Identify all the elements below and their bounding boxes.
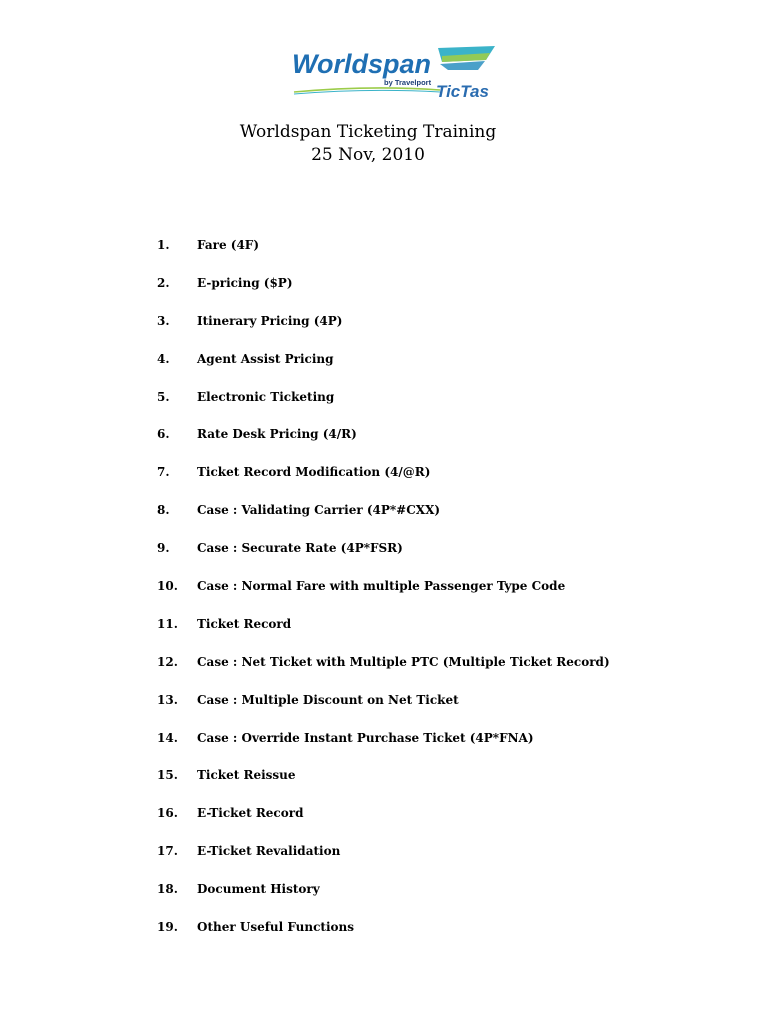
toc-item-number: 6.	[157, 427, 170, 442]
logo-graphic	[290, 40, 500, 102]
toc-item-label: Case : Net Ticket with Multiple PTC (Multiple Ticket Record)	[197, 654, 610, 669]
toc-item-number: 4.	[157, 351, 170, 366]
toc-item	[0, 309, 768, 347]
toc-item-label: Rate Desk Pricing (4/R)	[197, 427, 357, 442]
toc-item-number: 1.	[157, 238, 170, 252]
toc-item-number: 18.	[157, 882, 178, 897]
toc-item	[0, 536, 768, 574]
toc-item-label: Ticket Record	[197, 616, 292, 631]
table-of-contents	[0, 233, 768, 953]
toc-item-number: 5.	[157, 389, 170, 404]
document-header	[0, 121, 736, 167]
worldspan-tictas-logo	[290, 40, 500, 102]
toc-item-number: 17.	[157, 844, 178, 859]
toc-item	[0, 839, 768, 877]
toc-item-label: Case : Securate Rate (4P*FSR)	[197, 541, 403, 556]
toc-item	[0, 763, 768, 801]
toc-item-label: E-Ticket Record	[197, 806, 304, 821]
logo-partner-text: TicTas	[436, 82, 489, 101]
toc-item	[0, 801, 768, 839]
toc-item	[0, 422, 768, 460]
toc-item-label: Fare (4F)	[197, 238, 259, 252]
toc-item-number: 15.	[157, 768, 178, 783]
toc-item	[0, 271, 768, 309]
toc-item-number: 16.	[157, 806, 178, 821]
toc-item-label: E-pricing ($P)	[197, 275, 293, 290]
toc-item	[0, 385, 768, 423]
toc-item-label: Itinerary Pricing (4P)	[197, 313, 343, 328]
toc-item-number: 3.	[157, 313, 170, 328]
toc-item-label: Case : Multiple Discount on Net Ticket	[197, 692, 459, 707]
toc-item-label: Other Useful Functions	[197, 920, 354, 935]
toc-item-number: 9.	[157, 541, 170, 556]
document-date: 25 Nov, 2010	[311, 145, 425, 165]
logo-tagline-text: by Travelport	[384, 78, 432, 87]
toc-item	[0, 498, 768, 536]
toc-item-label: E-Ticket Revalidation	[197, 844, 341, 859]
logo-brand-text: Worldspan	[292, 49, 432, 79]
toc-item	[0, 233, 768, 271]
toc-item-number: 7.	[157, 465, 170, 480]
toc-item-number: 10.	[157, 579, 178, 594]
toc-item	[0, 460, 768, 498]
toc-item-number: 8.	[157, 503, 170, 518]
toc-item	[0, 347, 768, 385]
toc-item	[0, 877, 768, 915]
toc-item-number: 14.	[157, 730, 178, 745]
toc-item	[0, 650, 768, 688]
toc-item	[0, 726, 768, 764]
toc-item	[0, 915, 768, 953]
toc-item-label: Document History	[197, 882, 320, 897]
toc-item-label: Electronic Ticketing	[197, 389, 335, 404]
toc-item-number: 13.	[157, 692, 178, 707]
toc-item-label: Case : Normal Fare with multiple Passenger Type Code	[197, 579, 566, 594]
toc-item-label: Ticket Record Modification (4/@R)	[197, 465, 431, 480]
document-title: Worldspan Ticketing Training	[239, 122, 497, 142]
toc-item	[0, 574, 768, 612]
toc-item-label: Agent Assist Pricing	[197, 351, 334, 366]
toc-item-label: Ticket Reissue	[197, 768, 296, 783]
toc-item-number: 19.	[157, 920, 178, 935]
toc-item	[0, 688, 768, 726]
toc-item	[0, 612, 768, 650]
toc-item-label: Case : Validating Carrier (4P*#CXX)	[197, 503, 441, 518]
toc-item-number: 11.	[157, 616, 178, 631]
toc-item-number: 12.	[157, 654, 178, 669]
toc-item-label: Case : Override Instant Purchase Ticket (4P*FNA)	[197, 730, 534, 745]
toc-item-number: 2.	[157, 275, 170, 290]
